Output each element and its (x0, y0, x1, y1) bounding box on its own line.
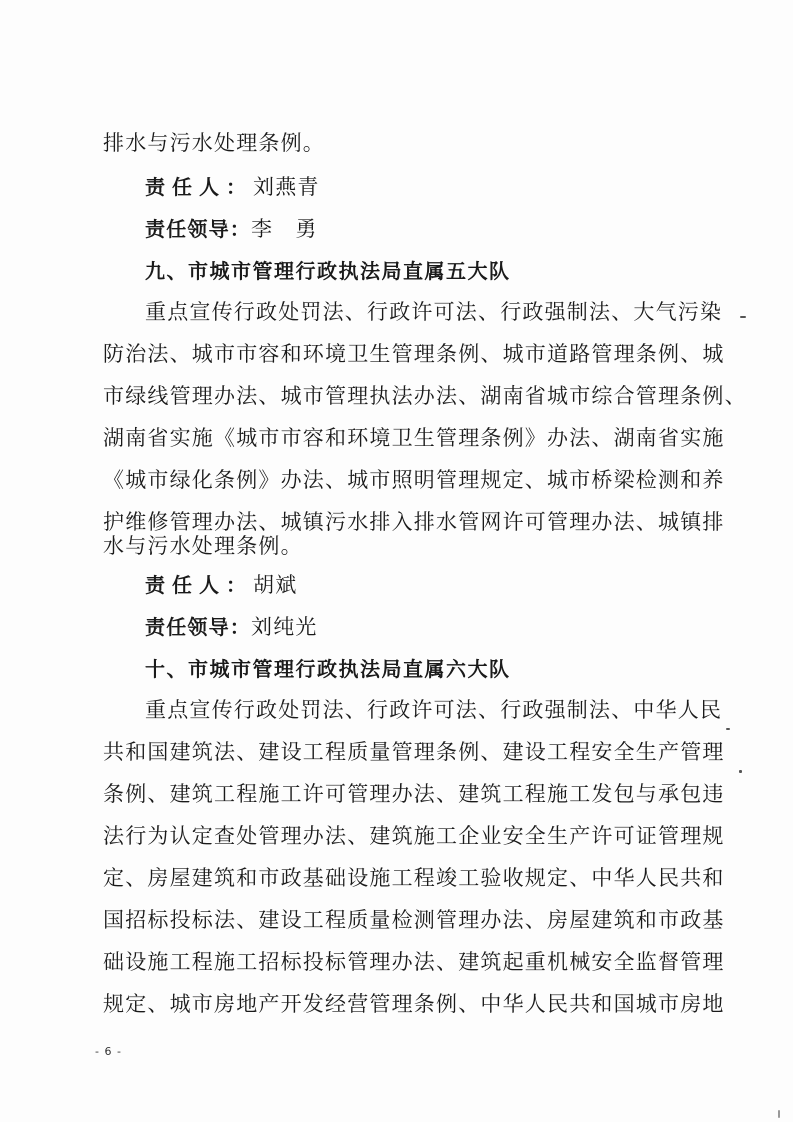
section-heading-9: 九、市城市管理行政执法局直属五大队 (145, 259, 511, 283)
responsible-leader-row (145, 612, 318, 642)
responsible-person-label: 责任人： (145, 573, 253, 597)
responsible-leader-value: 刘纯光 (251, 615, 318, 639)
paragraph-line: 国招标投标法、建设工程质量检测管理办法、房屋建筑和市政基 (103, 908, 725, 932)
paragraph-line: 《城市绿化条例》办法、城市照明管理规定、城市桥梁检测和养 (103, 468, 725, 492)
scan-mark (740, 316, 746, 318)
paragraph-line: 规定、城市房地产开发经营管理条例、中华人民共和国城市房地 (103, 992, 725, 1016)
responsible-leader-label: 责任领导： (145, 615, 251, 639)
responsible-leader-value: 李 勇 (251, 217, 318, 241)
responsible-leader-row (145, 214, 318, 244)
responsible-leader-label: 责任领导： (145, 217, 251, 241)
paragraph-line: 水与污水处理条例。 (103, 534, 303, 558)
responsible-person-value: 刘燕青 (253, 175, 320, 199)
paragraph-line: 护维修管理办法、城镇污水排入排水管网许可管理办法、城镇排 (103, 510, 725, 534)
paragraph-continuation: 排水与污水处理条例。 (103, 131, 325, 155)
paragraph-line: 防治法、城市市容和环境卫生管理条例、城市道路管理条例、城 (103, 342, 725, 366)
scan-mark (726, 728, 730, 730)
paragraph-line: 重点宣传行政处罚法、行政许可法、行政强制法、中华人民 (145, 698, 723, 722)
paragraph-line: 湖南省实施《城市市容和环境卫生管理条例》办法、湖南省实施 (103, 426, 725, 450)
responsible-person-value: 胡斌 (253, 573, 298, 597)
paragraph-line: 定、房屋建筑和市政基础设施工程竣工验收规定、中华人民共和 (103, 866, 725, 890)
section-heading-10: 十、市城市管理行政执法局直属六大队 (145, 657, 511, 681)
paragraph-line: 条例、建筑工程施工许可管理办法、建筑工程施工发包与承包违 (103, 782, 725, 806)
paragraph-line: 共和国建筑法、建设工程质量管理条例、建设工程安全生产管理 (103, 740, 725, 764)
responsible-person-label: 责任人： (145, 175, 253, 199)
paragraph-line: 市绿线管理办法、城市管理执法办法、湖南省城市综合管理条例、 (103, 384, 747, 408)
scan-mark (739, 770, 742, 773)
scan-mark (778, 1110, 780, 1118)
page-number: - 6 - (95, 1045, 122, 1058)
paragraph-line: 重点宣传行政处罚法、行政许可法、行政强制法、大气污染 (145, 300, 723, 324)
paragraph-line: 础设施工程施工招标投标管理办法、建筑起重机械安全监督管理 (103, 950, 725, 974)
responsible-person-row (145, 172, 320, 202)
responsible-person-row (145, 570, 297, 600)
paragraph-line: 法行为认定查处管理办法、建筑施工企业安全生产许可证管理规 (103, 824, 725, 848)
